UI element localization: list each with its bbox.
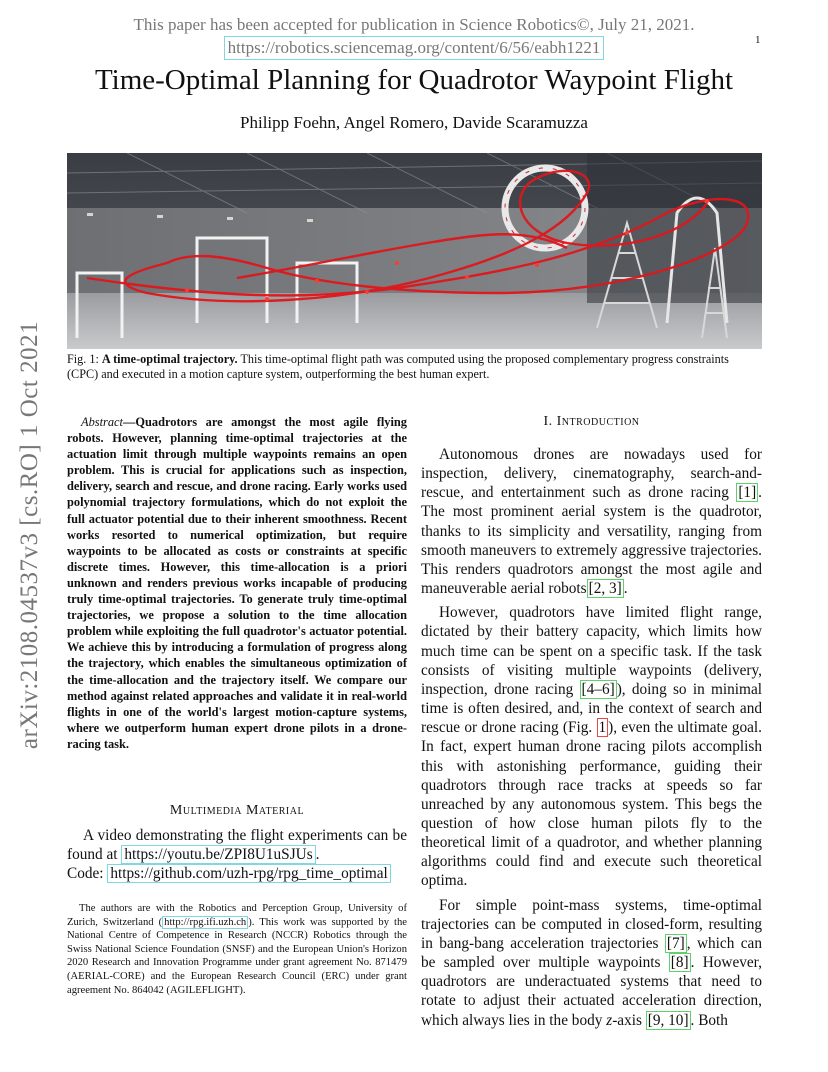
citation-8[interactable]: [8]: [670, 954, 689, 972]
p1-text-b: . The most prominent aerial system is the quadrotor, thanks to its simplicity and versatility, ranging from smooth maneuvers to extremely aggressive trajectories. This renders quadrotors amongst the most agile and maneuverable aerial robots: [421, 484, 762, 598]
citation-9-10[interactable]: [9, 10]: [647, 1011, 689, 1029]
footnote-after: ). This work was supported by the National Centre of Competence in Research (NCCR) Robotics through the Swiss National Science Foundation (SNSF) and the European Union's Horizon 2020 Research and Innovation Programme under grant agreement No. 871479 (AERIAL-CORE) and the European Research Council (ERC) under grant agreement No. 864042 (AGILEFLIGHT).: [67, 916, 407, 996]
p3-text-b: , which can be sampled over multiple waypoints: [421, 934, 762, 972]
citation-7[interactable]: [7]: [666, 934, 685, 952]
p3-text-d: -axis: [612, 1011, 646, 1029]
caption-bold: A time-optimal trajectory.: [101, 352, 238, 366]
intro-heading-text: Introduction: [556, 414, 640, 429]
abstract-text: Quadrotors are amongst the most agile flying robots. However, planning time-optimal trajectories at the actuation limit through multiple waypoints remains an open problem. This is crucial for applications such as inspection, delivery, search and rescue, and drone racing. Early works used polynomial trajectory formulations, which do not exploit the full actuator potential due to their inherent smoothness. Recent works resorted to numerical optimization, but require waypoints to be allocated as costs or constraints at specific discrete times. However, this time-allocation is a priori unknown and renders previous works incapable of producing truly time-optimal trajectories. To generate truly time-optimal trajectories, we propose a solution to the time allocation problem while exploiting the full quadrotor's actuator potential. We achieve this by introducing a formulation of progress along the trajectory, which enables the simultaneous optimization of the time-allocation and the trajectory itself. We compare our method against related approaches and validate it in real-world flights in one of the world's largest motion-capture systems, where we outperform human expert drone pilots in a drone-racing task.: [67, 415, 407, 751]
trajectory-photo-illustration: [67, 153, 762, 349]
multimedia-period: .: [315, 846, 320, 864]
p2-text-b: ), doing so in minimal time is often desired, and, in the context of search and rescue or drone racing (Fig.: [421, 680, 762, 737]
abstract-label: Abstract: [81, 415, 123, 429]
multimedia-heading: Multimedia Material: [169, 803, 305, 818]
code-link[interactable]: https://github.com/uzh-rpg/rpg_time_optimal: [107, 864, 390, 883]
caption-label: Fig. 1:: [67, 352, 99, 366]
footnote: [67, 902, 407, 997]
abstract-dash: —: [123, 415, 136, 429]
p3-text-e: . Both: [690, 1011, 728, 1029]
intro-paragraph-1: [421, 445, 762, 598]
arxiv-sidebar: [10, 300, 50, 770]
multimedia-section: [67, 826, 407, 883]
paper-authors: Philipp Foehn, Angel Romero, Davide Scaramuzza: [240, 113, 588, 132]
figure-1-ref[interactable]: 1: [598, 719, 607, 737]
multimedia-text: A video demonstrating the flight experiments can be found at: [67, 827, 407, 864]
citation-2-3[interactable]: [2, 3]: [588, 580, 622, 598]
caption-text: This time-optimal flight path was computed using the proposed complementary progress constraints (CPC) and executed in a motion capture system, outperforming the best human expert.: [67, 352, 729, 381]
paper-title: Time-Optimal Planning for Quadrotor Waypoint Flight: [94, 64, 734, 96]
citation-1[interactable]: [1]: [738, 484, 757, 502]
figure-1-caption: [67, 352, 762, 382]
publication-link[interactable]: https://robotics.sciencemag.org/content/6/56/eabh1221: [224, 36, 605, 60]
intro-heading-num: I.: [543, 414, 553, 429]
intro-paragraph-2: [421, 603, 762, 890]
p1-text-a: Autonomous drones are nowadays used for inspection, delivery, cinematography, search-and-rescue, and entertainment such as drone racing: [421, 446, 762, 502]
publication-notice: [0, 14, 828, 60]
p3-text-a: For simple point-mass systems, time-optimal trajectories can be computed in closed-form, resulting in bang-bang acceleration trajectories: [421, 896, 762, 952]
video-link[interactable]: https://youtu.be/ZPI8U1uSJUs: [121, 845, 315, 864]
abstract: [67, 414, 407, 752]
intro-body: [421, 445, 762, 1035]
p1-end: .: [623, 580, 628, 598]
citation-4-6[interactable]: [4–6]: [581, 680, 615, 698]
p3-text-c: . However, quadrotors are underactuated systems that need to rotate to adjust their actuated acceleration direction, which always lies in the body: [421, 954, 762, 1029]
z-axis-symbol: z: [606, 1011, 613, 1029]
publication-notice-text: This paper has been accepted for publication in Science Robotics©, July 21, 2021.: [133, 15, 695, 34]
code-label: Code:: [67, 865, 104, 883]
p2-text-a: However, quadrotors have limited flight range, dictated by their battery capacity, which limits how much time can be spent on a specific task. If the task consists of visiting multiple waypoints (delivery, inspection, drone racing: [421, 604, 762, 698]
page-number: 1: [755, 34, 761, 46]
footnote-before: The authors are with the Robotics and Perception Group, University of Zurich, Switzerland (: [67, 903, 407, 928]
figure-1-image: [67, 153, 762, 349]
intro-heading: [421, 414, 762, 430]
p2-text-c: ), even the ultimate goal. In fact, expert human drone racing pilots accomplish this with astonishing performance, guiding their quadrotors through race tracks at speeds so far unreached by any autonomous system. This begs the question of how close human pilots fly to the theoretical limit of a quadrotor, and whether planning algorithms could find and execute such theoretical optima.: [421, 719, 762, 890]
rpg-link[interactable]: http://rpg.ifi.uzh.ch: [164, 916, 247, 928]
intro-paragraph-3: [421, 896, 762, 1030]
arxiv-id: arXiv:2108.04537v3 [cs.RO] 1 Oct 2021: [16, 320, 43, 750]
